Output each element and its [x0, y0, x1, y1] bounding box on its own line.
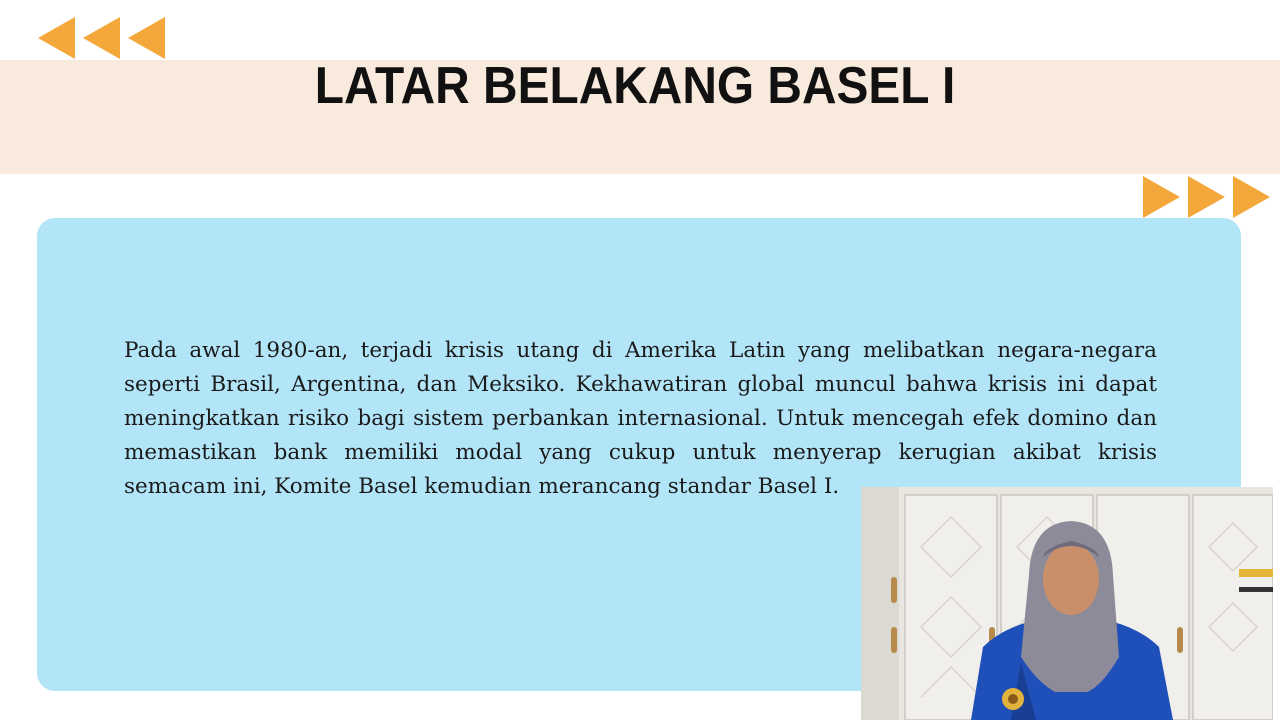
presenter-webcam [861, 487, 1273, 720]
slide-title: LATAR BELAKANG BASEL I [314, 57, 956, 115]
right-triangle-icon [1143, 176, 1180, 218]
left-triangle-icon [128, 17, 165, 59]
left-arrows-decoration [38, 17, 165, 59]
left-triangle-icon [83, 17, 120, 59]
presenter-webcam-icon [861, 487, 1273, 720]
left-triangle-icon [38, 17, 75, 59]
slide-body-text: Pada awal 1980-an, terjadi krisis utang di Amerika Latin yang melibatkan negara-negara seperti Brasil, Argentina, dan Meksiko. Kekhawatiran global muncul bahwa krisis ini dapat meningkatkan risiko bagi sistem perbankan internasional. Untuk mencegah efek domino dan memastikan bank memiliki modal yang cukup untuk menyerap kerugian akibat krisis semacam ini, Komite Basel kemudian merancang standar Basel I. [124, 338, 1157, 499]
right-triangle-icon [1233, 176, 1270, 218]
right-triangle-icon [1188, 176, 1225, 218]
right-arrows-decoration [1143, 176, 1270, 218]
